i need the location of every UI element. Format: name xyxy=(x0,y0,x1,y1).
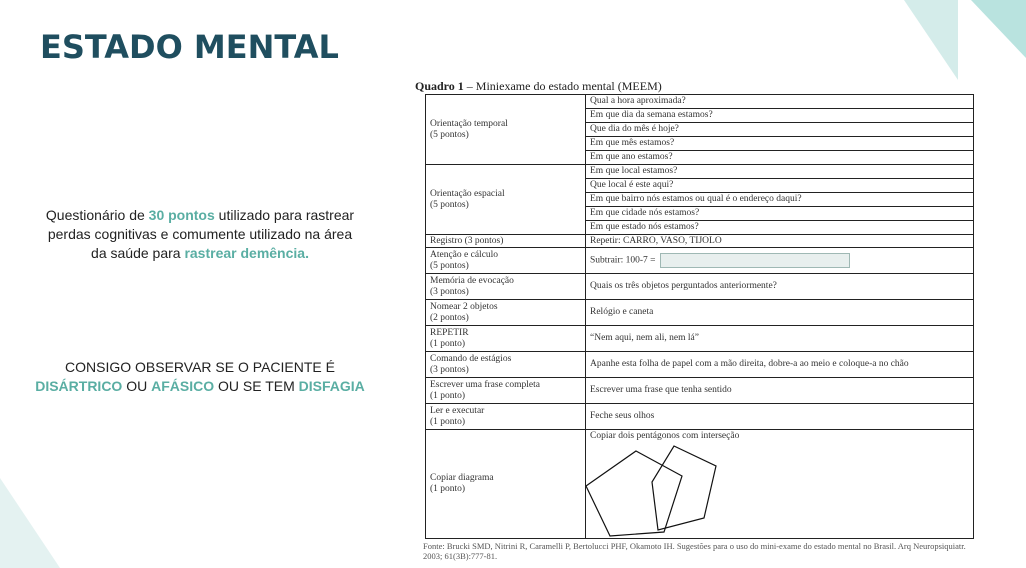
question-cell: Quais os três objetos perguntados anteriormente? xyxy=(586,274,974,300)
table-row xyxy=(426,165,974,179)
category-points: (1 ponto) xyxy=(430,390,466,401)
category-comando xyxy=(426,352,586,378)
note-highlight-afasico: AFÁSICO xyxy=(151,378,215,394)
category-points: (3 pontos) xyxy=(430,286,469,297)
category-label: Comando de estágios xyxy=(430,353,512,364)
note-text-3: OU SE TEM xyxy=(214,378,299,394)
category-escrever xyxy=(426,378,586,404)
category-label: Nomear 2 objetos xyxy=(430,301,498,312)
category-copiar xyxy=(426,430,586,539)
corner-decoration-top-right xyxy=(876,0,1026,80)
category-nomear xyxy=(426,300,586,326)
category-points: (1 ponto) xyxy=(430,416,466,427)
observation-paragraph xyxy=(30,358,370,396)
category-memoria xyxy=(426,274,586,300)
question-cell xyxy=(586,430,974,539)
question-cell: Em que estado nós estamos? xyxy=(586,221,974,235)
category-points: (1 ponto) xyxy=(430,484,466,494)
table-row xyxy=(426,430,974,539)
category-label: REPETIR xyxy=(430,327,469,338)
category-repetir xyxy=(426,326,586,352)
category-label: Copiar diagrama xyxy=(430,473,494,483)
question-cell: Repetir: CARRO, VASO, TIJOLO xyxy=(586,235,974,248)
table-row xyxy=(426,352,974,378)
question-cell: Relógio e caneta xyxy=(586,300,974,326)
table-row xyxy=(426,95,974,109)
copy-instruction: Copiar dois pentágonos com interseção xyxy=(590,431,740,441)
category-ler xyxy=(426,404,586,430)
category-points: (1 ponto) xyxy=(430,338,466,349)
category-label: Escrever uma frase completa xyxy=(430,379,540,390)
category-points: (2 pontos) xyxy=(430,312,469,323)
category-orientacao-espacial xyxy=(426,165,586,235)
question-cell: Apanhe esta folha de papel com a mão direita, dobre-a ao meio e coloque-a no chão xyxy=(586,352,974,378)
category-label: Memória de evocação xyxy=(430,275,514,286)
question-cell: Que local é este aqui? xyxy=(586,179,974,193)
question-cell: Que dia do mês é hoje? xyxy=(586,123,974,137)
table-row xyxy=(426,248,974,274)
note-highlight-disartrico: DISÁRTRICO xyxy=(35,378,123,394)
question-cell: Escrever uma frase que tenha sentido xyxy=(586,378,974,404)
table-row xyxy=(426,404,974,430)
category-atencao xyxy=(426,248,586,274)
intro-text-2: utilizado para rastrear perdas cognitivas e comumente utilizado na área da saúde para xyxy=(47,207,355,261)
table-row xyxy=(426,378,974,404)
question-cell: Em que mês estamos? xyxy=(586,137,974,151)
table-row xyxy=(426,300,974,326)
category-label: Orientação temporal xyxy=(430,118,508,129)
note-text-1: CONSIGO OBSERVAR SE O PACIENTE É xyxy=(65,359,335,375)
category-points: (5 pontos) xyxy=(430,199,469,210)
table-caption-text: – Miniexame do estado mental (MEEM) xyxy=(463,79,662,93)
category-points: (3 pontos) xyxy=(430,364,469,375)
intro-text-1: Questionário de xyxy=(45,207,149,223)
subtraction-text: Subtrair: 100-7 = xyxy=(590,255,656,266)
table-caption xyxy=(415,79,662,94)
answer-input-box[interactable] xyxy=(660,253,850,268)
category-label: Ler e executar xyxy=(430,405,485,416)
category-registro: Registro (3 pontos) xyxy=(426,235,586,248)
corner-decoration-bottom-left xyxy=(0,478,60,568)
question-cell: Qual a hora aproximada? xyxy=(586,95,974,109)
question-cell xyxy=(586,248,974,274)
category-label: Orientação espacial xyxy=(430,188,505,199)
table-row xyxy=(426,235,974,248)
category-label: Atenção e cálculo xyxy=(430,249,499,260)
table-caption-label: Quadro 1 xyxy=(415,79,464,93)
question-cell: Em que dia da semana estamos? xyxy=(586,109,974,123)
page-title: ESTADO MENTAL xyxy=(40,28,339,66)
meem-table xyxy=(425,94,974,539)
intro-highlight-dementia: rastrear demência. xyxy=(184,245,309,261)
category-orientacao-temporal xyxy=(426,95,586,165)
intro-highlight-points: 30 pontos xyxy=(148,207,215,223)
question-cell: Em que bairro nós estamos ou qual é o endereço daqui? xyxy=(586,193,974,207)
pentagons-diagram xyxy=(586,442,786,538)
question-cell: Em que ano estamos? xyxy=(586,151,974,165)
table-row xyxy=(426,326,974,352)
question-cell: “Nem aqui, nem ali, nem lá” xyxy=(586,326,974,352)
note-text-2: OU xyxy=(122,378,152,394)
table-row xyxy=(426,274,974,300)
note-highlight-disfagia: DISFAGIA xyxy=(298,378,365,394)
source-citation: Fonte: Brucki SMD, Nitrini R, Caramelli P, Bertolucci PHF, Okamoto IH. Sugestões para o uso do mini-exame do estado mental no Brasil. Arq Neuropsiquiatr. 2003; 61(3B):777-81. xyxy=(423,541,966,561)
intro-paragraph xyxy=(40,206,360,263)
question-cell: Em que local estamos? xyxy=(586,165,974,179)
question-cell: Em que cidade nós estamos? xyxy=(586,207,974,221)
question-cell: Feche seus olhos xyxy=(586,404,974,430)
category-points: (5 pontos) xyxy=(430,129,469,140)
category-points: (5 pontos) xyxy=(430,260,469,271)
